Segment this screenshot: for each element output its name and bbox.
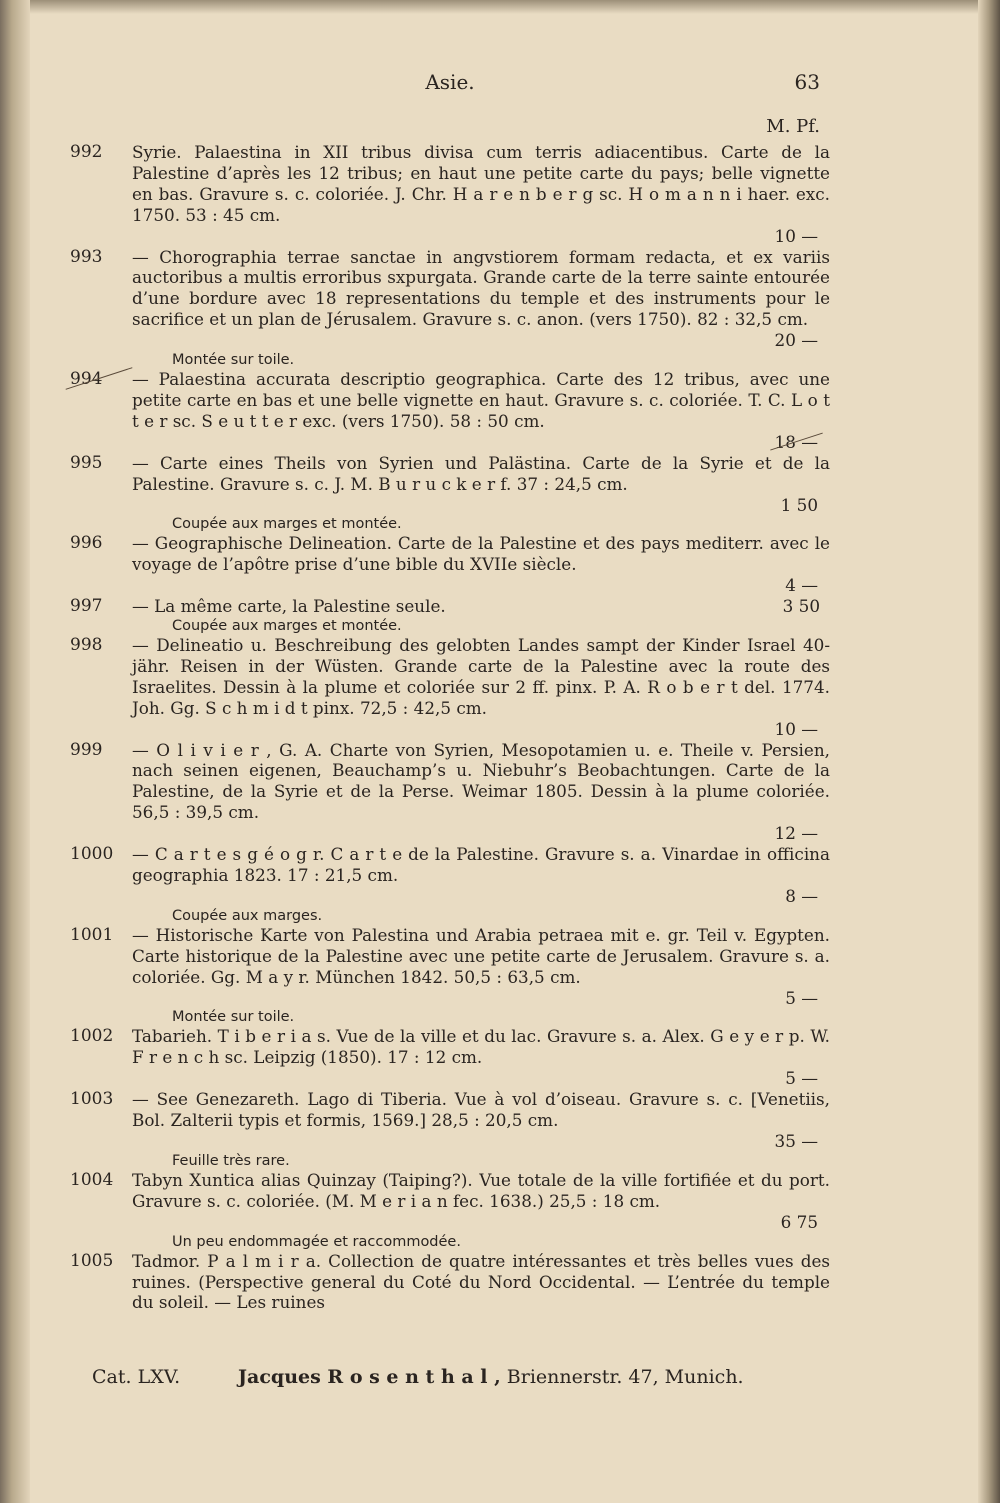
catalogue-entry bbox=[70, 596, 830, 635]
catalogue-entry bbox=[70, 925, 830, 1027]
dealer-name: Jacques R o s e n t h a l , bbox=[238, 1366, 501, 1388]
entry-number: 996 bbox=[70, 533, 103, 554]
catalogue-entry bbox=[70, 740, 830, 845]
entry-number: 993 bbox=[70, 246, 103, 267]
entry-price: 5 — bbox=[785, 1068, 818, 1089]
entry-text: — Historische Karte von Palestina und Arabia petraea mit e. gr. Teil v. Egypten. Carte historique de la Palestine avec une petite carte de Jerusalem. Gravure s. a. coloriée. Gg. M a y r. München 1842. 50,5 : 63,5 cm. bbox=[132, 924, 830, 987]
entry-text: — Geographische Delineation. Carte de la Palestine et des pays mediterr. avec le voyage de l’apôtre prise d’une bible du XVIIe siècle. bbox=[132, 533, 830, 575]
entry-number: 1001 bbox=[70, 924, 114, 945]
dealer-address: Briennerstr. 47, Munich. bbox=[506, 1366, 744, 1388]
currency-column-label: M. Pf. bbox=[766, 116, 820, 137]
catalogue-entry bbox=[70, 844, 830, 925]
entry-number: 1003 bbox=[70, 1089, 114, 1110]
entry-price: 4 — bbox=[785, 575, 818, 596]
entry-price: 3 50 bbox=[782, 596, 820, 617]
page-number: 63 bbox=[794, 70, 820, 94]
page-footer bbox=[92, 1366, 822, 1388]
entry-number: 1005 bbox=[70, 1250, 114, 1271]
page-edge-left bbox=[0, 0, 30, 1503]
entry-note: Montée sur toile. bbox=[172, 1009, 295, 1026]
entry-price: 18 — bbox=[774, 431, 818, 452]
catalogue-entry bbox=[70, 1089, 830, 1170]
entry-price: 10 — bbox=[774, 225, 818, 246]
entry-text: — Palaestina accurata descriptio geographica. Carte des 12 tribus, avec une petite carte en bas et une belle vignette en haut. Gravure s. c. coloriée. T. C. L o t t e r sc. S e u t t e r exc. (vers 1750). 58 : 50 cm. bbox=[132, 369, 830, 431]
entry-note: Un peu endommagée et raccommodée. bbox=[172, 1233, 461, 1250]
page-header bbox=[120, 70, 820, 100]
catalogue-entry bbox=[70, 142, 830, 247]
entry-price: 10 — bbox=[774, 718, 818, 739]
entry-number: 1002 bbox=[70, 1026, 114, 1047]
catalogue-entry bbox=[70, 635, 830, 740]
entry-text: — See Genezareth. Lago di Tiberia. Vue à vol d’oiseau. Gravure s. c. [Venetiis, Bol. Zalterii typis et formis, 1569.] 28,5 : 20,5 cm. bbox=[132, 1089, 830, 1131]
entry-number: 994 bbox=[70, 369, 128, 390]
entry-price: 8 — bbox=[785, 885, 818, 906]
entry-number: 998 bbox=[70, 635, 103, 656]
entry-price: 35 — bbox=[774, 1130, 818, 1151]
entry-number: 999 bbox=[70, 739, 103, 760]
entry-price: 1 50 bbox=[780, 494, 818, 515]
entry-note: Coupée aux marges et montée. bbox=[172, 516, 402, 533]
page-edge-top bbox=[0, 0, 1000, 14]
entry-price: 5 — bbox=[785, 987, 818, 1008]
entry-text: Tabarieh. T i b e r i a s. Vue de la ville et du lac. Gravure s. a. Alex. G e y e r p. W. F r e n c h sc. Leipzig (1850). 17 : 12 cm. bbox=[132, 1026, 830, 1068]
entry-text: — Carte eines Theils von Syrien und Palästina. Carte de la Syrie et de la Palestine. Gravure s. c. J. M. B u r u c k e r f. 37 : 24,5 cm. bbox=[132, 452, 830, 494]
entry-text: — C a r t e s g é o g r. C a r t e de la Palestine. Gravure s. a. Vinardae in officina geographia 1823. 17 : 21,5 cm. bbox=[132, 844, 830, 885]
catalogue-number: Cat. LXV. bbox=[92, 1366, 181, 1388]
entry-price: 12 — bbox=[774, 823, 818, 844]
entry-number: 1004 bbox=[70, 1169, 114, 1190]
catalogue-entry bbox=[70, 1251, 830, 1314]
catalogue-entry bbox=[70, 1170, 830, 1251]
entry-text: Syrie. Palaestina in XII tribus divisa cum terris adiacentibus. Carte de la Palestine d’après les 12 tribus; en haut une petite carte du pays; belle vignette en bas. Gravure s. c. coloriée. J. Chr. H a r e n b e r g sc. H o m a n n i haer. exc. 1750. 53 : 45 cm. bbox=[132, 142, 830, 225]
entry-price: 6 75 bbox=[780, 1211, 818, 1232]
catalogue-entry bbox=[70, 453, 830, 534]
page-edge-right bbox=[978, 0, 1000, 1503]
catalogue-entry bbox=[70, 1026, 830, 1089]
entry-number: 1000 bbox=[70, 844, 114, 865]
section-title: Asie. bbox=[425, 70, 475, 94]
entry-text: Tadmor. P a l m i r a. Collection de quatre intéressantes et très belles vues des ruines. (Perspective general du Coté du Nord Occidental. — L’entrée du temple du soleil. — Les ruines bbox=[132, 1250, 830, 1313]
catalogue-entries bbox=[70, 142, 830, 1313]
entry-note: Coupée aux marges. bbox=[172, 907, 323, 924]
entry-text: — Delineatio u. Beschreibung des gelobten Landes sampt der Kinder Israel 40-jähr. Reisen in der Wüsten. Grande carte de la Palestine avec la route des Israelites. Dessin à la plume et coloriée sur 2 ff. pinx. P. A. R o b e r t del. 1774. Joh. Gg. S c h m i d t pinx. 72,5 : 42,5 cm. bbox=[132, 635, 830, 718]
catalogue-entry bbox=[70, 247, 830, 370]
catalogue-entry bbox=[70, 369, 830, 453]
entry-note: Montée sur toile. bbox=[172, 352, 295, 369]
entry-note: Coupée aux marges et montée. bbox=[172, 618, 402, 635]
entry-note: Feuille très rare. bbox=[172, 1152, 290, 1169]
entry-text: — La même carte, la Palestine seule. bbox=[132, 596, 446, 617]
entry-text: Tabyn Xuntica alias Quinzay (Taiping?). Vue totale de la ville fortifiée et du port. Gravure s. c. coloriée. (M. M e r i a n fec. 1638.) 25,5 : 18 cm. bbox=[132, 1169, 830, 1211]
entry-number: 995 bbox=[70, 452, 103, 473]
entry-price: 20 — bbox=[774, 330, 818, 351]
entry-number: 997 bbox=[70, 596, 103, 617]
catalogue-entry bbox=[70, 533, 830, 596]
entry-text: — Chorographia terrae sanctae in angvstiorem formam redacta, et ex variis auctoribus a multis erroribus sxpurgata. Grande carte de la terre sainte entourée d’une bordure avec 18 representations du temple et des instruments pour le sacrifice et un plan de Jérusalem. Gravure s. c. anon. (vers 1750). 82 : 32,5 cm. bbox=[132, 246, 830, 330]
entry-number: 992 bbox=[70, 142, 103, 162]
entry-text: — O l i v i e r , G. A. Charte von Syrien, Mesopotamien u. e. Theile v. Persien, nach seinen eigenen, Beauchamp’s u. Niebuhr’s Beobachtungen. Carte de la Palestine, de la Syrie et de la Perse. Weimar 1805. Dessin à la plume coloriée. 56,5 : 39,5 cm. bbox=[132, 739, 830, 823]
